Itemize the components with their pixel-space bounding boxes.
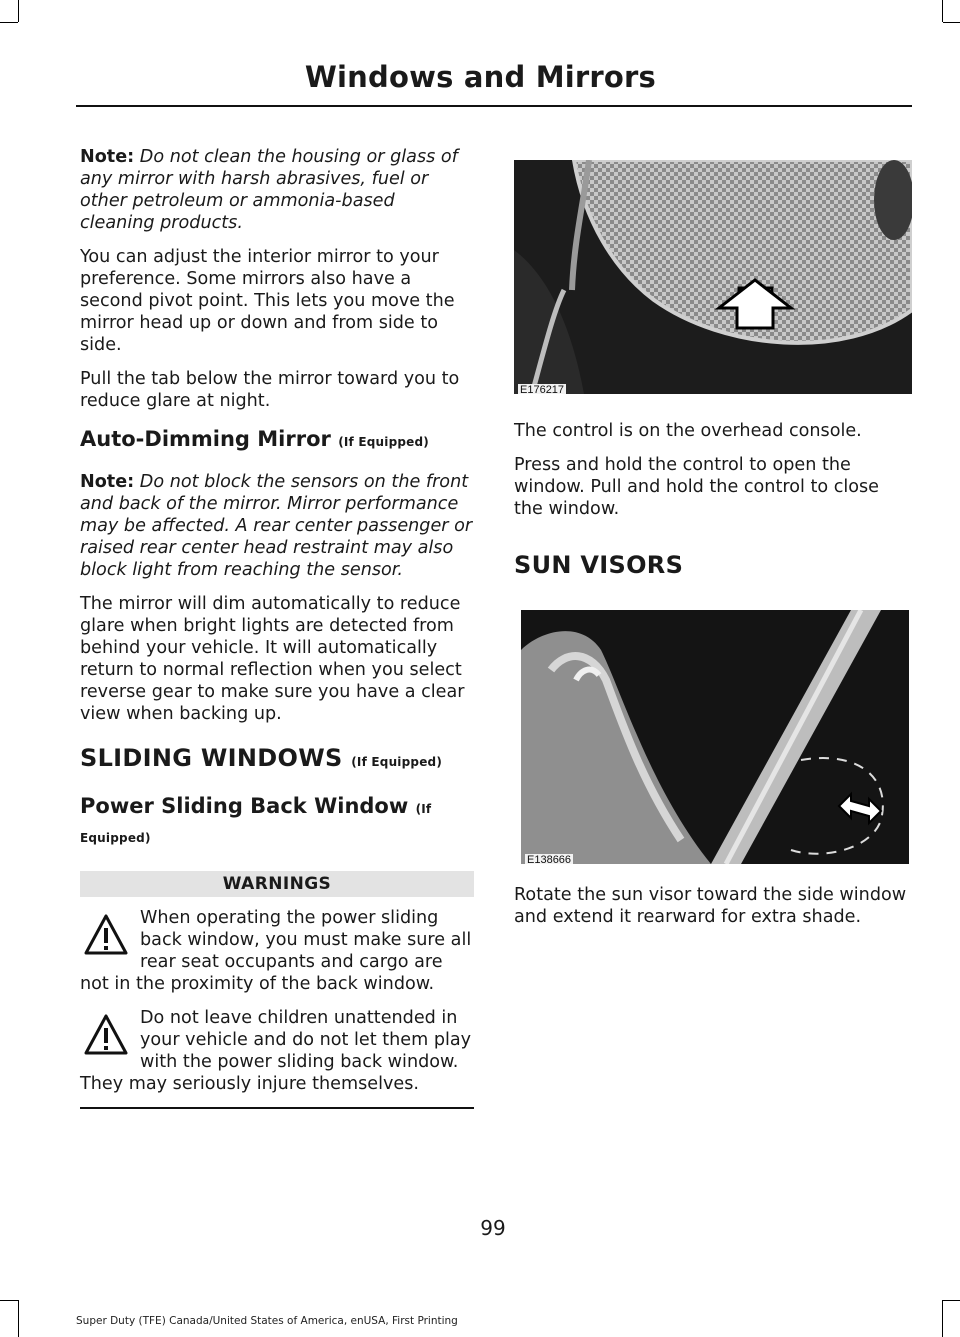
heading-suffix: (If Equipped) (338, 435, 429, 449)
paragraph-adjust-mirror: You can adjust the interior mirror to your preference. Some mirrors also have a second pivot point. This lets you move the mirror head up or down and from side to side. (80, 247, 455, 355)
warning-triangle-icon (84, 913, 128, 957)
sun-visor-illustration (521, 610, 909, 864)
publication-footer: Super Duty (TFE) Canada/United States of America, enUSA, First Printing (76, 1315, 458, 1327)
heading-sliding-windows (80, 743, 474, 777)
heading-text: SLIDING WINDOWS (80, 744, 343, 772)
heading-sun-visors: SUN VISORS (514, 551, 684, 579)
figure-code: E138666 (527, 854, 572, 864)
crop-mark-top-right-v (942, 0, 943, 22)
heading-text: Power Sliding Back Window (80, 794, 409, 818)
warnings-box (80, 871, 474, 1109)
paragraph-control-location: The control is on the overhead console. (514, 421, 862, 441)
left-column (80, 146, 474, 1109)
header-rule (76, 105, 912, 107)
figure-sun-visor (521, 610, 909, 864)
warnings-title: WARNINGS (80, 871, 474, 897)
right-column (514, 160, 912, 940)
overhead-console-illustration (514, 160, 912, 394)
heading-suffix: (If Equipped) (351, 755, 443, 769)
note-mirror-cleaning (80, 146, 474, 234)
warnings-bottom-rule (80, 1107, 474, 1109)
warning-text: Do not leave children unattended in your vehicle and do not let them play with the power sliding back window. They may seriously injure themselves. (80, 1008, 472, 1094)
crop-mark-top-left-v (18, 0, 19, 22)
figure-code: E176217 (520, 384, 565, 394)
paragraph-pull-tab: Pull the tab below the mirror toward you to reduce glare at night. (80, 369, 460, 411)
crop-mark-top-left-h (0, 22, 18, 23)
crop-mark-bottom-right-v (942, 1300, 943, 1337)
note-text: Do not block the sensors on the front and back of the mirror. Mirror performance may be affected. A rear center passenger or raised rear center head restraint may also block light from reaching the sensor. (80, 472, 473, 580)
heading-auto-dimming-mirror (80, 426, 474, 455)
paragraph-rotate-visor: Rotate the sun visor toward the side window and extend it rearward for extra shade. (514, 885, 907, 927)
warning-text: When operating the power sliding back window, you must make sure all rear seat occupants and cargo are not in the proximity of the back window. (80, 908, 472, 994)
warning-item (80, 907, 474, 995)
paragraph-press-hold: Press and hold the control to open the window. Pull and hold the control to close the window. (514, 455, 880, 519)
note-sensors (80, 471, 474, 581)
paragraph-auto-dim: The mirror will dim automatically to reduce glare when bright lights are detected from behind your vehicle. It will automatically return to normal reflection when you select reverse gear to make sure you have a clear view when backing up. (80, 594, 465, 724)
warning-item (80, 1007, 474, 1095)
heading-text: Auto-Dimming Mirror (80, 427, 331, 451)
heading-suffix: (If Equipped) (80, 802, 432, 845)
page-number: 99 (480, 1216, 506, 1240)
heading-power-sliding-back-window (80, 793, 474, 851)
crop-mark-bottom-left-v (18, 1300, 19, 1337)
crop-mark-bottom-right-h (943, 1300, 960, 1301)
crop-mark-top-right-h (943, 22, 960, 23)
note-label: Note: (80, 472, 135, 492)
warning-triangle-icon (84, 1013, 128, 1057)
figure-overhead-console (514, 160, 912, 394)
note-text: Do not clean the housing or glass of any mirror with harsh abrasives, fuel or other petroleum or ammonia-based cleaning products. (80, 147, 458, 233)
crop-mark-bottom-left-h (0, 1300, 18, 1301)
note-label: Note: (80, 147, 135, 167)
page-title: Windows and Mirrors (304, 60, 656, 94)
